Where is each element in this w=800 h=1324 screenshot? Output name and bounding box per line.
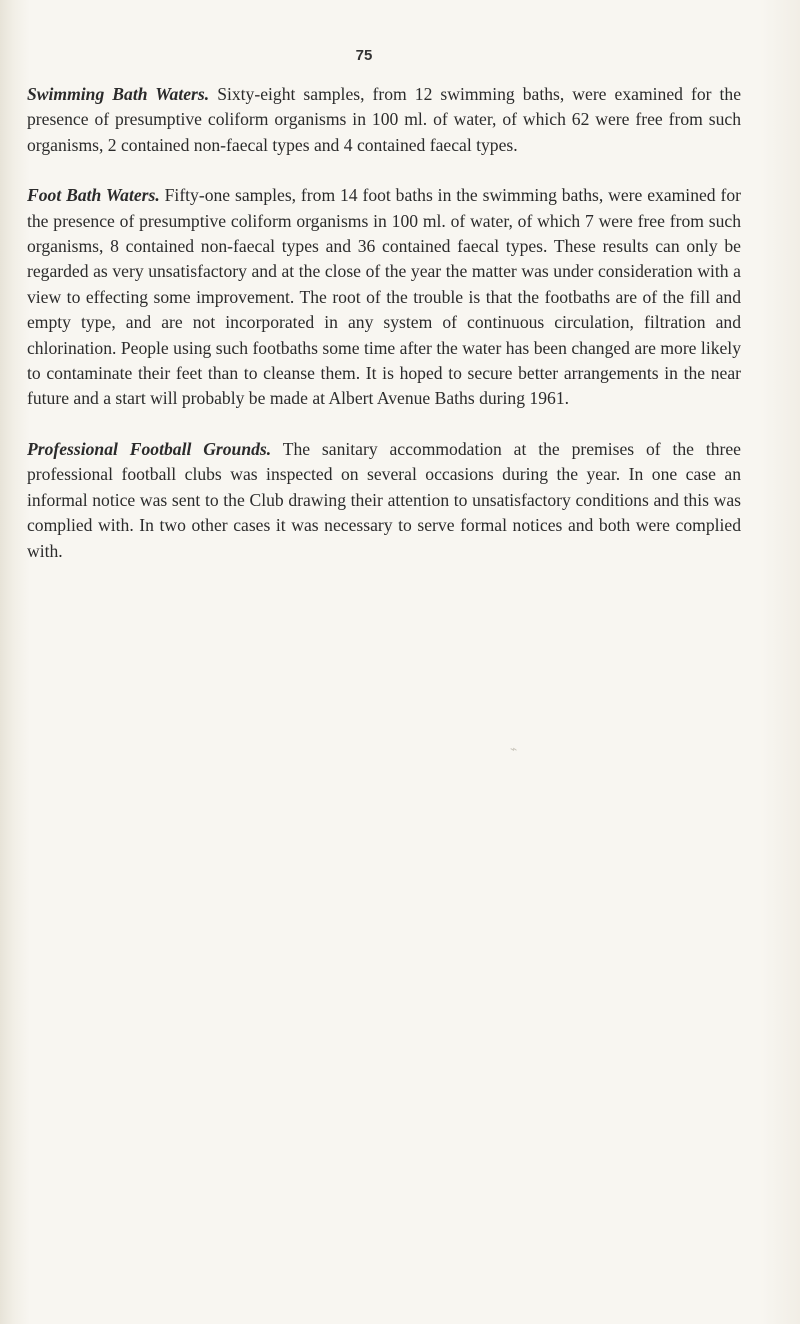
- paragraph-professional-football-grounds: [27, 437, 741, 564]
- paragraph-foot-bath-waters: [27, 183, 741, 412]
- faint-paper-mark: ⌁: [510, 742, 518, 756]
- page-number: 75: [355, 47, 373, 64]
- paragraph-body: The sanitary accommodation at the premises of the three professional football clubs was inspected on several occasions during the year. In one case an informal notice was sent to the Club drawing their attention to unsatisfactory conditions and this was complied with. In two other cases it was necessary to serve formal notices and both were complied with.: [27, 438, 741, 561]
- paragraph-heading: Swimming Bath Waters.: [27, 84, 210, 104]
- paragraph-swimming-bath-waters: [27, 82, 741, 158]
- paragraph-heading: Foot Bath Waters.: [27, 185, 160, 206]
- paragraph-heading: Professional Football Grounds.: [27, 438, 272, 459]
- paragraph-body: Sixty-eight samples, from 12 swimming baths, were examined for the presence of presumptive coliform organisms in 100 ml. of water, of which 62 were free from such organisms, 2 contained non-faecal types and 4 contained faecal types.: [27, 84, 742, 155]
- body-text: [27, 82, 741, 564]
- paragraph-body: Fifty-one samples, from 14 foot baths in the swimming baths, were examined for the presence of presumptive coliform organisms in 100 ml. of water, of which 7 were free from such organisms, 8 contained non-faecal types and 36 contained faecal types. These results can only be regarded as very unsatisfactory and at the close of the year the matter was under consideration with a view to effecting some improvement. The root of the trouble is that the footbaths are of the fill and empty type, and are not incorporated in any system of continuous circulation, filtration and chlorination. People using such footbaths some time after the water has been changed are more likely to contaminate their feet than to cleanse them. It is hoped to secure better arrangements in the near future and a start will probably be made at Albert Avenue Baths during 1961.: [27, 185, 741, 409]
